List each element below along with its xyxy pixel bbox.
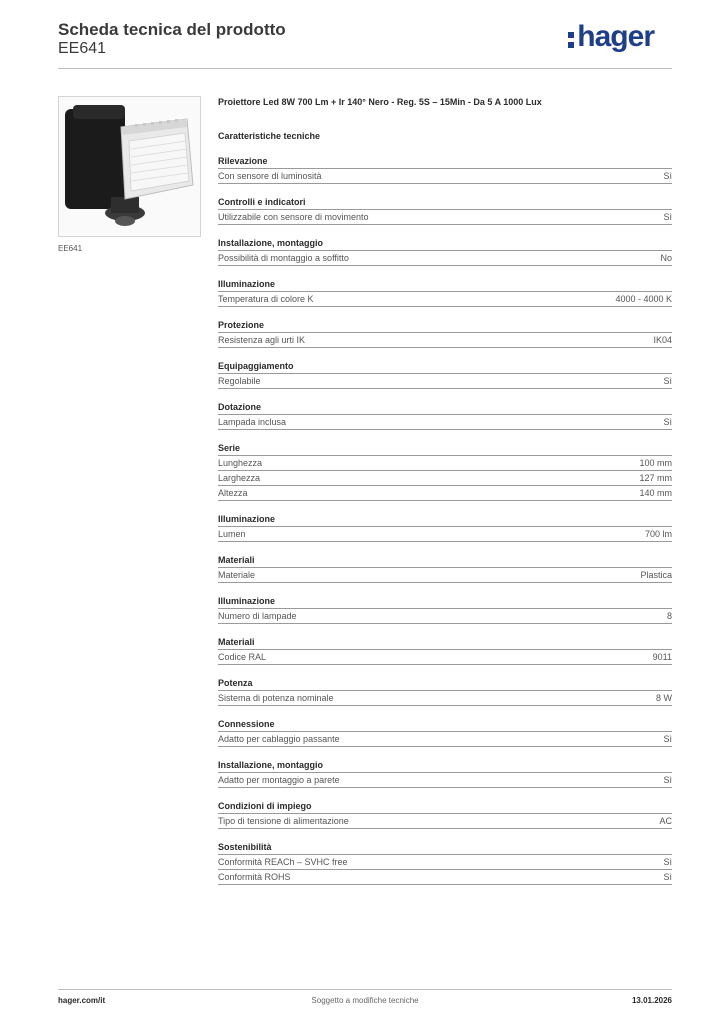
spec-value: Sì [663, 376, 672, 386]
spec-group [218, 155, 672, 184]
spec-label: Con sensore di luminosità [218, 171, 322, 181]
spec-value: Sì [663, 417, 672, 427]
spec-row [218, 772, 672, 788]
footer-site: hager.com/it [58, 996, 106, 1005]
spec-rows [218, 250, 672, 266]
spec-group [218, 636, 672, 665]
spec-group [218, 595, 672, 624]
spec-label: Regolabile [218, 376, 261, 386]
spec-rows [218, 373, 672, 389]
spec-rows [218, 854, 672, 885]
spec-group-title: Equipaggiamento [218, 361, 294, 371]
spec-value: Sì [663, 171, 672, 181]
spec-label: Adatto per cablaggio passante [218, 734, 340, 744]
spec-group-title: Condizioni di impiego [218, 801, 312, 811]
spec-group-title: Sostenibilità [218, 842, 272, 852]
page-footer [58, 996, 672, 1010]
spec-group [218, 237, 672, 266]
spec-row [218, 526, 672, 542]
spec-rows [218, 731, 672, 747]
spec-value: Sì [663, 775, 672, 785]
product-image [58, 96, 201, 237]
spec-rows [218, 608, 672, 624]
spec-label: Codice RAL [218, 652, 267, 662]
spec-rows [218, 414, 672, 430]
spec-group-title: Controlli e indicatori [218, 197, 306, 207]
spec-rows [218, 332, 672, 348]
spec-label: Materiale [218, 570, 256, 580]
spec-rows [218, 649, 672, 665]
spec-value: Sì [663, 212, 672, 222]
spec-group-title: Dotazione [218, 402, 262, 412]
spec-groups [218, 155, 672, 885]
spec-row [218, 332, 672, 348]
spec-label: Altezza [218, 488, 248, 498]
spec-value: Plastica [640, 570, 672, 580]
spec-row [218, 649, 672, 665]
product-description: Proiettore Led 8W 700 Lm + Ir 140° Nero - Reg. 5S – 15Min - Da 5 A 1000 Lux [218, 97, 542, 107]
spec-row [218, 455, 672, 470]
spec-label: Resistenza agli urti IK [218, 335, 306, 345]
spec-rows [218, 567, 672, 583]
spec-row [218, 567, 672, 583]
spec-rows [218, 291, 672, 307]
spec-rows [218, 455, 672, 501]
spec-group-title: Installazione, montaggio [218, 760, 324, 770]
spec-value: No [660, 253, 672, 263]
spec-value: AC [659, 816, 672, 826]
spec-row [218, 608, 672, 624]
spec-group [218, 513, 672, 542]
spec-group [218, 319, 672, 348]
spec-rows [218, 526, 672, 542]
spec-label: Sistema di potenza nominale [218, 693, 334, 703]
logo-text: hager [577, 20, 654, 53]
spec-value: IK04 [653, 335, 672, 345]
spec-group-title: Protezione [218, 320, 265, 330]
spec-label: Lunghezza [218, 458, 263, 468]
spec-value: 127 mm [639, 473, 672, 483]
spec-label: Adatto per montaggio a parete [218, 775, 340, 785]
spec-row [218, 813, 672, 829]
spec-rows [218, 772, 672, 788]
spec-group-title: Illuminazione [218, 596, 276, 606]
spec-value: 700 lm [644, 529, 672, 539]
spec-group [218, 360, 672, 389]
spec-label: Utilizzabile con sensore di movimento [218, 212, 369, 222]
section-title: Caratteristiche tecniche [218, 131, 321, 141]
spec-label: Lumen [218, 529, 246, 539]
spec-group-title: Connessione [218, 719, 275, 729]
spec-group-title: Materiali [218, 637, 255, 647]
spec-row [218, 854, 672, 869]
spec-group [218, 442, 672, 501]
spec-group-title: Serie [218, 443, 241, 453]
spec-group [218, 759, 672, 788]
product-code: EE641 [58, 40, 107, 57]
spec-row [218, 731, 672, 747]
spec-label: Possibilità di montaggio a soffitto [218, 253, 349, 263]
spec-value: 9011 [652, 652, 672, 662]
spec-value: 8 [666, 611, 672, 621]
spec-value: Sì [663, 872, 672, 882]
spec-label: Numero di lampade [218, 611, 297, 621]
spec-group [218, 196, 672, 225]
spec-value: 140 mm [639, 488, 672, 498]
spec-group [218, 554, 672, 583]
spec-row [218, 869, 672, 885]
spec-group [218, 278, 672, 307]
spec-label: Temperatura di colore K [218, 294, 314, 304]
hager-logo [568, 20, 654, 54]
spec-group-title: Potenza [218, 678, 253, 688]
spec-value: Sì [663, 734, 672, 744]
spec-row [218, 485, 672, 501]
spec-group-title: Materiali [218, 555, 255, 565]
spec-row [218, 250, 672, 266]
spec-row [218, 168, 672, 184]
logo-dots-icon [568, 28, 575, 48]
spec-row [218, 414, 672, 430]
spec-group-title: Installazione, montaggio [218, 238, 324, 248]
spec-rows [218, 209, 672, 225]
spec-group-title: Illuminazione [218, 514, 276, 524]
header-divider [58, 68, 672, 69]
spec-rows [218, 813, 672, 829]
spec-label: Conformità ROHS [218, 872, 291, 882]
spec-row [218, 209, 672, 225]
spec-group [218, 401, 672, 430]
footer-date: 13.01.2026 [631, 996, 672, 1005]
floodlight-image [59, 97, 200, 236]
spec-group [218, 677, 672, 706]
spec-value: 100 mm [639, 458, 672, 468]
spec-group [218, 800, 672, 829]
spec-row [218, 291, 672, 307]
spec-row [218, 373, 672, 389]
image-caption: EE641 [58, 244, 83, 253]
page-title: Scheda tecnica del prodotto [58, 20, 286, 39]
footer-note: Soggetto a modifiche tecniche [311, 996, 419, 1005]
spec-label: Tipo di tensione di alimentazione [218, 816, 349, 826]
spec-value: 4000 - 4000 K [615, 294, 672, 304]
spec-rows [218, 168, 672, 184]
spec-group [218, 841, 672, 885]
spec-value: 8 W [655, 693, 672, 703]
spec-label: Lampada inclusa [218, 417, 287, 427]
spec-content [218, 96, 672, 885]
spec-row [218, 690, 672, 706]
spec-label: Conformità REACh – SVHC free [218, 857, 348, 867]
footer-divider [58, 989, 672, 990]
page-header [58, 20, 672, 70]
spec-group-title: Rilevazione [218, 156, 268, 166]
spec-label: Larghezza [218, 473, 261, 483]
spec-rows [218, 690, 672, 706]
spec-group-title: Illuminazione [218, 279, 276, 289]
spec-group [218, 718, 672, 747]
spec-value: Sì [663, 857, 672, 867]
spec-row [218, 470, 672, 485]
